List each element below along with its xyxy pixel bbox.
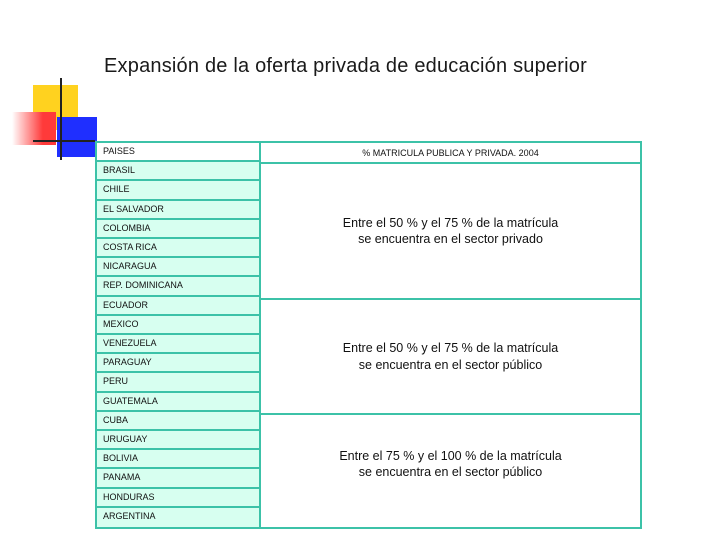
country-cell: NICARAGUA <box>97 258 259 277</box>
country-cell: ECUADOR <box>97 297 259 316</box>
country-cell: PERU <box>97 373 259 392</box>
country-cell: PARAGUAY <box>97 354 259 373</box>
decor-vertical-line <box>60 78 62 160</box>
group-private-50-75 <box>261 164 640 300</box>
country-cell: COLOMBIA <box>97 220 259 239</box>
group-text-line2: se encuentra en el sector público <box>358 357 543 372</box>
country-cell: EL SALVADOR <box>97 201 259 220</box>
country-cell: PANAMA <box>97 469 259 488</box>
country-cell: CUBA <box>97 412 259 431</box>
group-text-line2: se encuentra en el sector público <box>358 465 543 479</box>
group-text-line2: se encuentra en el sector privado <box>358 232 543 246</box>
group-text-line1: Entre el 50 % y el 75 % de la matrícula <box>342 215 559 230</box>
decor-blue-square <box>57 117 97 157</box>
country-cell: CHILE <box>97 181 259 200</box>
country-cell: MEXICO <box>97 316 259 335</box>
country-cell: GUATEMALA <box>97 393 259 412</box>
group-public-50-75 <box>261 300 640 415</box>
country-cell: VENEZUELA <box>97 335 259 354</box>
group-text-line1: Entre el 75 % y el 100 % de la matrícula <box>339 448 562 463</box>
countries-column <box>97 143 261 527</box>
header-paises: PAISES <box>97 143 259 162</box>
decor-horizontal-line <box>33 140 95 142</box>
header-matricula: % MATRICULA PUBLICA Y PRIVADA. 2004 <box>261 143 640 164</box>
enrollment-table <box>95 141 642 529</box>
page-title: Expansión de la oferta privada de educación superior <box>104 55 587 77</box>
country-cell: ARGENTINA <box>97 508 259 527</box>
country-cell: URUGUAY <box>97 431 259 450</box>
country-cell: HONDURAS <box>97 489 259 508</box>
group-text-line1: Entre el 50 % y el 75 % de la matrícula <box>342 341 559 355</box>
group-public-75-100 <box>261 415 640 527</box>
country-cell: BOLIVIA <box>97 450 259 469</box>
country-cell: REP. DOMINICANA <box>97 277 259 296</box>
country-cell: BRASIL <box>97 162 259 181</box>
country-cell: COSTA RICA <box>97 239 259 258</box>
